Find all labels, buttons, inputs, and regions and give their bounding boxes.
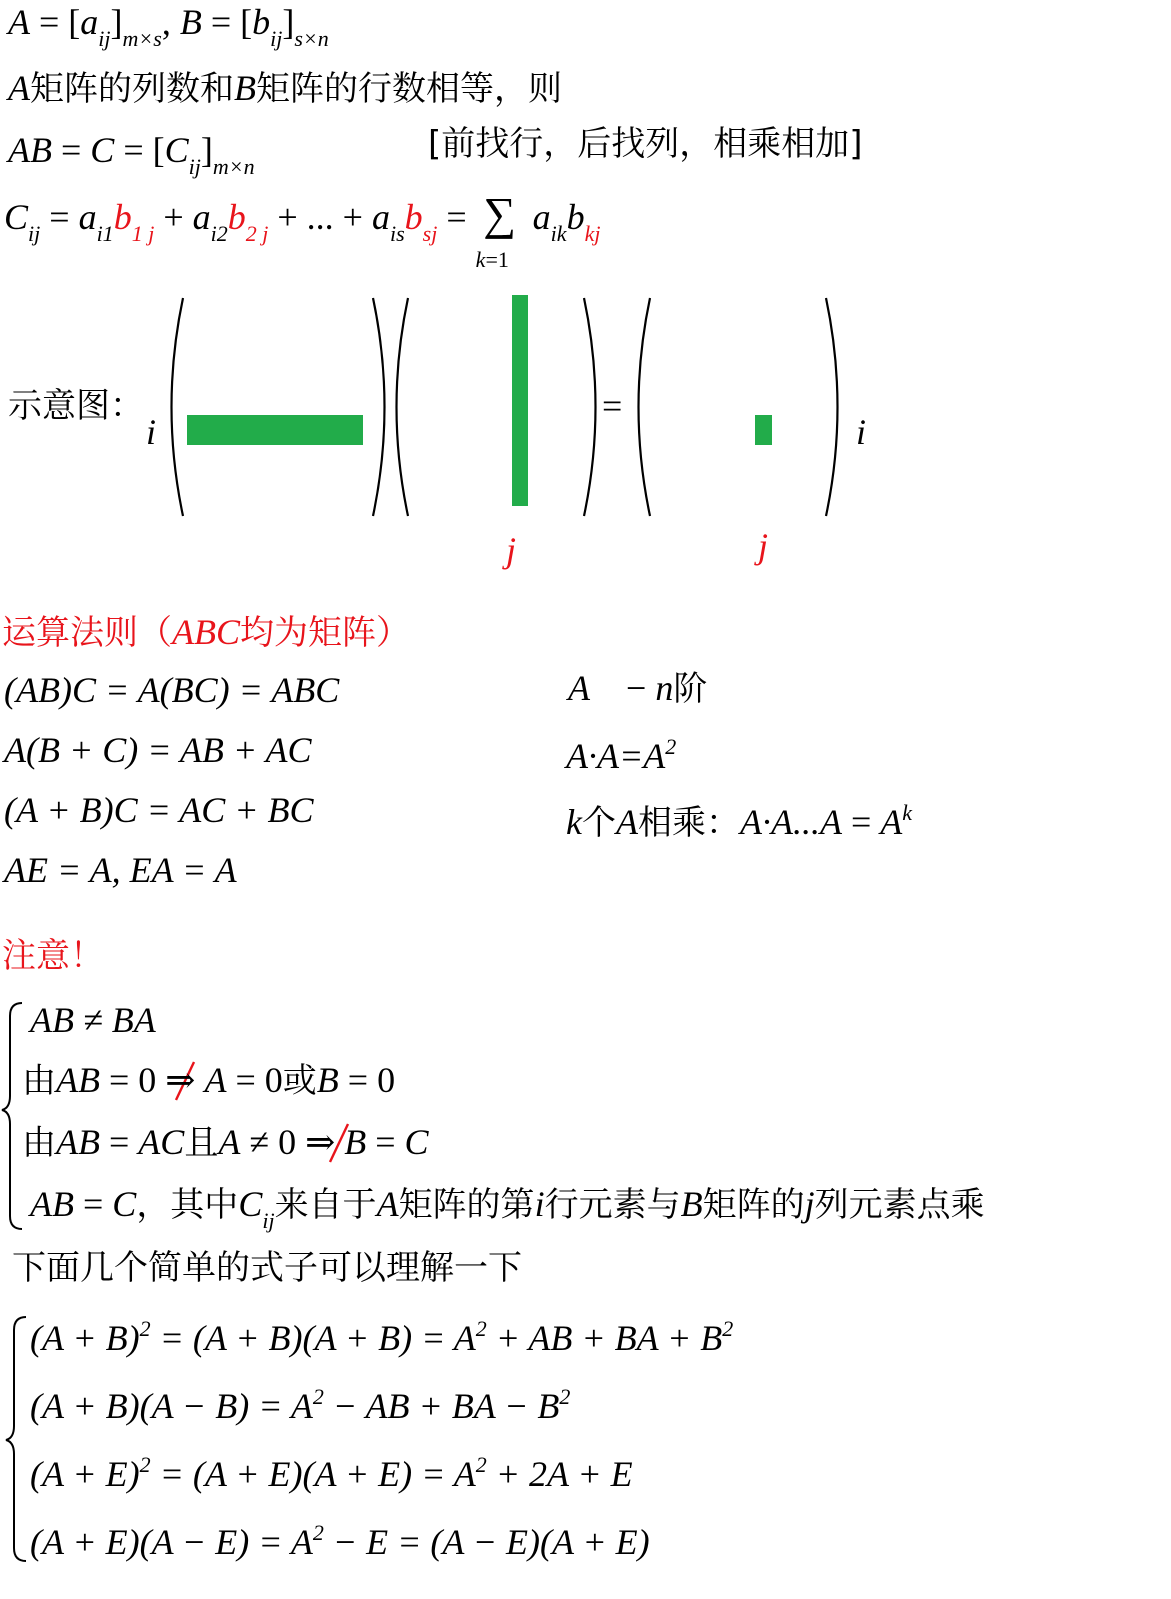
element-square [755, 415, 772, 445]
example-square-identity: $(A + E)^2 = (A + E)(A + E) = A^2 + 2A + E$ [30, 1452, 633, 1494]
element-formula: $C_{ij} = a_{i1}b_{1 j} + a_{i2}b_{2 j}$ + ... + $a_{is}b_{sj}$ = ∑ k=1 $a_{ik}b_{kj}$ [4, 188, 601, 272]
power-order: A − n阶 [568, 668, 708, 709]
matrix-a-right-paren [373, 298, 385, 516]
row-index-left: i [146, 412, 157, 452]
condition-line: A矩阵的列数和B矩阵的行数相等，则 [8, 68, 562, 109]
note-noncommutative: AB ≠ BA [30, 1000, 156, 1040]
examples-brace [6, 1317, 26, 1561]
matrix-c-right-paren [826, 298, 838, 516]
matrix-b-left-paren [397, 298, 409, 516]
note-zero-product: 由AB = 0 ⇒ A = 0或B = 0 [22, 1060, 396, 1101]
note-element-meaning: AB = C，其中$C_{ij}$来自于A矩阵的第i行元素与B矩阵的j列元素点乘 [30, 1184, 985, 1233]
matrix-a-left-paren [172, 298, 184, 516]
rules-heading: 运算法则（ABC均为矩阵） [2, 612, 410, 653]
examples-intro: 下面几个简单的式子可以理解一下 [12, 1248, 522, 1288]
notes-heading: 注意！ [2, 936, 104, 976]
notes-brace [2, 1003, 22, 1229]
example-difference-product: $(A + B)(A - B) = A^2$ − AB + BA − $B^2$ [30, 1384, 571, 1426]
rule-left-distributive: A(B + C) = AB + AC [4, 730, 312, 770]
rule-associative: (AB)C = A(BC) = ABC [4, 670, 340, 710]
note-cancellation: 由AB = AC且A ≠ 0 ⇒ B = C [22, 1122, 429, 1163]
col-index-c: j [758, 526, 769, 566]
matrix-b-right-paren [584, 298, 596, 516]
power-square: $A\cdot A=A^2$ [566, 734, 677, 776]
rule-right-distributive: (A + B)C = AC + BC [4, 790, 314, 830]
example-square-sum: $(A + B)^2 = (A + B)(A + B) = A^2$ + AB + BA + $B^2$ [30, 1316, 734, 1358]
diagram-label: 示意图： [8, 386, 144, 426]
hint-text: [前找行，后找列，相乘相加] [428, 124, 863, 164]
matrix-c-left-paren [639, 298, 651, 516]
column-bar [512, 295, 528, 506]
row-index-right: i [856, 412, 867, 452]
row-bar [187, 415, 363, 445]
col-index-b: j [506, 530, 517, 570]
rule-identity: AE = A, EA = A [4, 850, 237, 890]
power-k: k个A相乘：$A\cdot A...A = A^k$ [566, 800, 913, 843]
example-identity-difference: $(A + E)(A - E) = A^2 - E = (A - E)(A + E)$ [30, 1520, 650, 1562]
diagram-equals: = [602, 386, 623, 426]
dims-line: $A = [a_{ij}]_{m\times s}$, $B = [b_{ij}]_{s\times n}$ [8, 2, 329, 51]
product-line: AB = $C = [C_{ij}]_{m\times n}$ [8, 130, 255, 179]
